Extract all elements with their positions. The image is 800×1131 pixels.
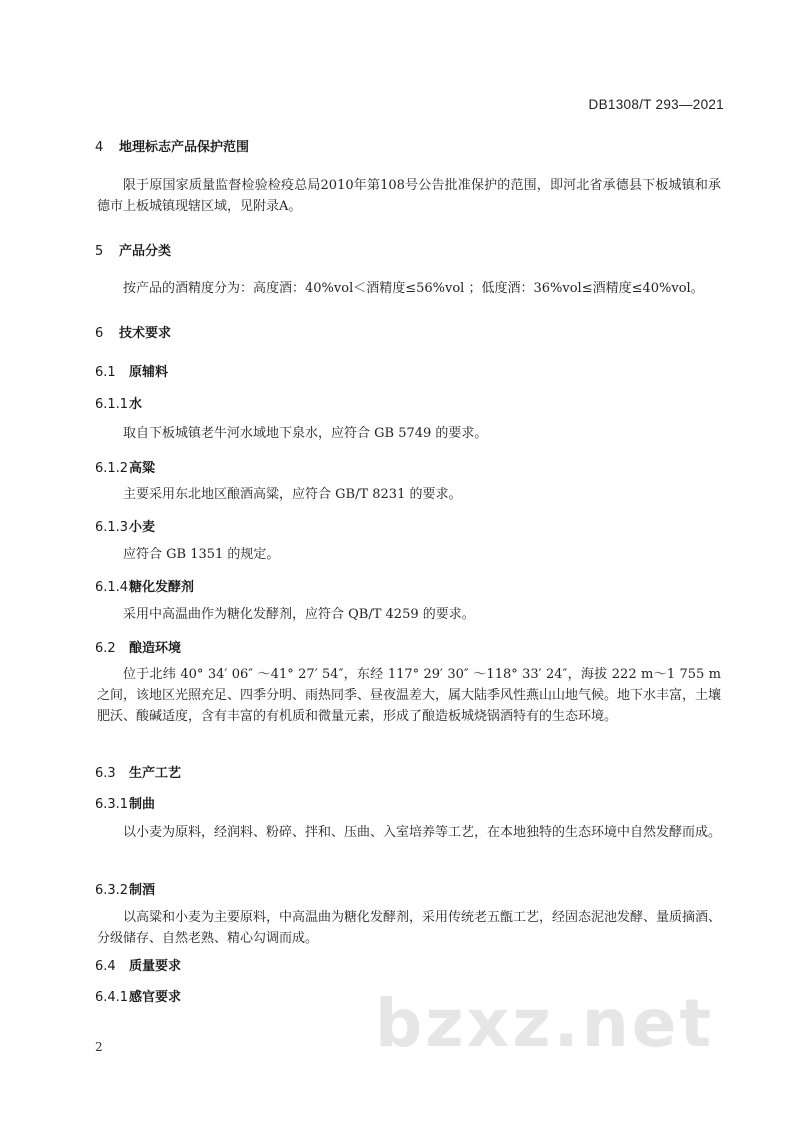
section-6-2-heading [95, 637, 181, 656]
section-6-1-4-heading [95, 576, 194, 595]
section-title: 原辅料 [129, 365, 169, 380]
section-number: 6.1.3 [95, 520, 129, 535]
section-6-2-body: 位于北纬 40° 34′ 06″ ～41° 27′ 54″，东经 117° 29′ 30″ ～118° 33′ 24″，海拔 222 m～1 755 m 之间，该地区光照充足、四季分明、雨热同季、昼夜温差大，属大陆季风性燕山山地气候。地下水丰富，土壤肥沃、酸碱适度，含有丰富的有机质和微量元素，形成了酿造板城烧锅酒特有的生态环境。 [97, 667, 722, 724]
section-title: 高粱 [129, 461, 156, 476]
section-6-heading [95, 322, 171, 341]
section-6-3-2-heading [95, 879, 155, 898]
document-code: DB1308/T 293—2021 [588, 97, 724, 112]
section-title: 技术要求 [119, 326, 172, 341]
section-title: 生产工艺 [129, 766, 182, 781]
section-number: 6.3.2 [95, 883, 129, 898]
section-5-heading [95, 240, 171, 259]
section-6-4-1-heading [95, 986, 181, 1005]
section-number: 6.4 [95, 959, 116, 974]
section-number: 6.3.1 [95, 797, 129, 812]
section-title: 质量要求 [129, 959, 182, 974]
section-title: 小麦 [129, 520, 156, 535]
section-6-3-1-body: 以小麦为原料，经润料、粉碎、拌和、压曲、入室培养等工艺，在本地独特的生态环境中自然发酵而成。 [123, 825, 722, 840]
section-6-3-heading [95, 762, 181, 781]
section-4-body: 限于原国家质量监督检验检疫总局2010年第108号公告批准保护的范围，即河北省承德县下板城镇和承德市上板城镇现辖区域，见附录A。 [97, 178, 721, 214]
section-6-1-2-heading [95, 457, 155, 476]
section-number: 4 [95, 140, 104, 155]
watermark: bzxz.net [375, 985, 715, 1062]
section-title: 制曲 [129, 797, 156, 812]
section-number: 6.1.2 [95, 461, 129, 476]
section-6-1-1-heading [95, 393, 142, 412]
section-title: 糖化发酵剂 [129, 580, 195, 595]
section-number: 6.3 [95, 766, 116, 781]
section-6-3-1-heading [95, 793, 155, 812]
section-number: 6 [95, 326, 104, 341]
section-title: 酿造环境 [129, 641, 182, 656]
section-6-1-heading [95, 361, 168, 380]
section-6-1-3-heading [95, 516, 155, 535]
section-title: 水 [129, 397, 143, 412]
section-number: 6.1.1 [95, 397, 129, 412]
section-number: 6.2 [95, 641, 116, 656]
section-title: 制酒 [129, 883, 156, 898]
section-title: 地理标志产品保护范围 [119, 140, 250, 155]
section-title: 产品分类 [119, 244, 172, 259]
section-number: 6.4.1 [95, 990, 129, 1005]
section-number: 6.1.4 [95, 580, 129, 595]
section-6-1-1-body: 取自下板城镇老牛河水域地下泉水，应符合 GB 5749 的要求。 [123, 426, 488, 441]
section-5-body: 按产品的酒精度分为：高度酒：40%vol＜酒精度≤56%vol ；低度酒：36%vol≤酒精度≤40%vol。 [123, 281, 704, 296]
section-6-3-2-body: 以高粱和小麦为主要原料，中高温曲为糖化发酵剂，采用传统老五甑工艺，经固态泥池发酵、量质摘酒、分级储存、自然老熟、精心勾调而成。 [97, 910, 722, 946]
section-number: 6.1 [95, 365, 116, 380]
page-number: 2 [95, 1040, 103, 1054]
section-6-1-3-body: 应符合 GB 1351 的规定。 [123, 547, 280, 562]
section-number: 5 [95, 244, 104, 259]
section-4-heading [95, 136, 249, 155]
section-6-1-2-body: 主要采用东北地区酿酒高粱，应符合 GB/T 8231 的要求。 [123, 487, 462, 502]
section-title: 感官要求 [129, 990, 182, 1005]
section-6-4-heading [95, 955, 181, 974]
section-6-1-4-body: 采用中高温曲作为糖化发酵剂，应符合 QB/T 4259 的要求。 [123, 607, 475, 622]
